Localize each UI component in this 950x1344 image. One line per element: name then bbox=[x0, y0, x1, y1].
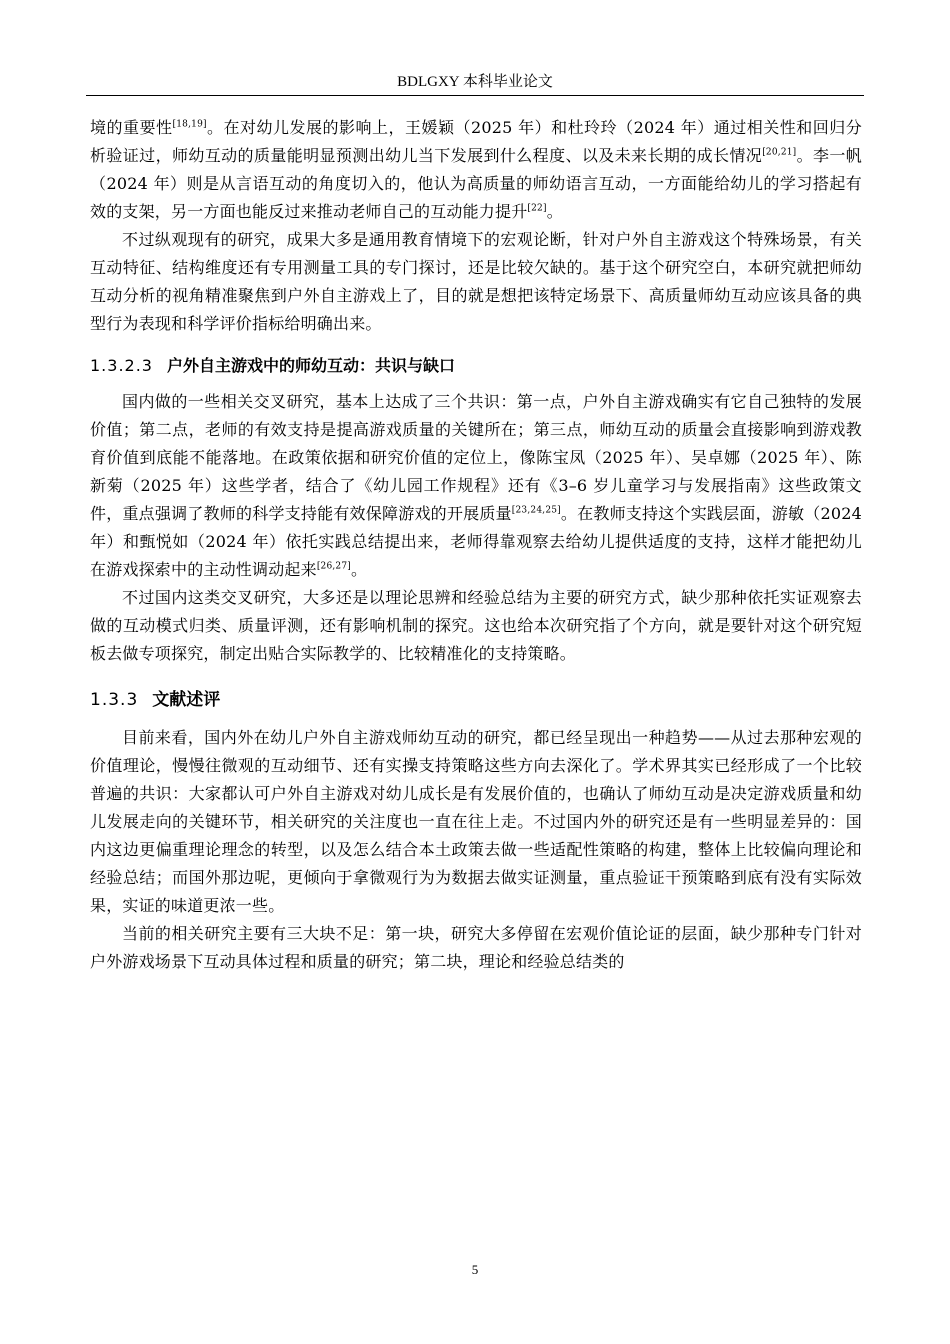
text-run: 。 bbox=[546, 202, 563, 221]
paragraph bbox=[90, 388, 862, 584]
running-header: BDLGXY 本科毕业论文 bbox=[86, 70, 864, 96]
paragraph: 当前的相关研究主要有三大块不足：第一块，研究大多停留在宏观价值论证的层面，缺少那种专门针对户外游戏场景下互动具体过程和质量的研究；第二块，理论和经验总结类的 bbox=[90, 924, 862, 971]
text-run: 国内做的一些相关交叉研究，基本上达成了三个共识：第一点，户外自主游戏确实有它自己独特的发展价值；第二点，老师的有效支持是提高游戏质量的关键所在；第三点，师幼互动的质量会直接影响到游戏教育价值到底能不能落地。在政策依据和研究价值的定位上，像陈宝凤（2025 年）、吴卓娜（2025 年）、陈新菊（2025 年）这些学者，结合了《幼儿园工作规程》还有《3–6 岁儿童学习与发展指南》这些政策文件，重点强调了教师的科学支持能有效保障游戏的开展质量 bbox=[90, 392, 862, 523]
citation: [26,27] bbox=[316, 561, 352, 572]
citation: [22] bbox=[527, 203, 547, 214]
text-run: 。在教师支持这个实践层面，游敏（2024 年）和甄悦如（2024 年）依托实践总结提出来，老师得靠观察去给幼儿提供适度的支持，这样才能把幼儿在游戏探索中的主动性调动起来 bbox=[90, 504, 862, 579]
section-heading-1-3-2-3 bbox=[90, 355, 862, 377]
text-run: 。李一帆（2024 年）则是从言语互动的角度切入的，他认为高质量的师幼语言互动，一方面能给幼儿的学习搭起有效的支架，另一方面也能反过来推动老师自己的互动能力提升 bbox=[90, 146, 862, 221]
text-run: 。在对幼儿发展的影响上，王媛颖（2025 年）和杜玲玲（2024 年）通过相关性和回归分析验证过，师幼互动的质量能明显预测出幼儿当下发展到什么程度、以及未来长期的成长情况 bbox=[90, 118, 862, 165]
text-run: 。 bbox=[351, 560, 368, 579]
section-number: 1.3.2.3 bbox=[90, 356, 153, 375]
section-title: 户外自主游戏中的师幼互动：共识与缺口 bbox=[166, 356, 455, 375]
section-title: 文献述评 bbox=[152, 690, 221, 710]
page-number: 5 bbox=[471, 1262, 479, 1277]
text-run: 境的重要性 bbox=[90, 118, 173, 137]
section-number: 1.3.3 bbox=[90, 690, 139, 710]
section-heading-1-3-3 bbox=[90, 688, 862, 712]
citation: [18,19] bbox=[172, 119, 207, 130]
paragraph: 目前来看，国内外在幼儿户外自主游戏师幼互动的研究，都已经呈现出一种趋势——从过去那种宏观的价值理论，慢慢往微观的互动细节、还有实操支持策略这些方向去深化了。学术界其实已经形成了一个比较普遍的共识：大家都认可户外自主游戏对幼儿成长是有发展价值的，也确认了师幼互动是决定游戏质量和幼儿发展走向的关键环节，相关研究的关注度也一直在往上走。不过国内外的研究还是有一些明显差异的：国内这边更偏重理论理念的转型，以及怎么结合本土政策去做一些适配性策略的构建，整体上比较偏向理论和经验总结；而国外那边呢，更倾向于拿微观行为为数据去做实证测量，重点验证干预策略到底有没有实际效果，实证的味道更浓一些。 bbox=[90, 728, 862, 915]
paragraph: 不过国内这类交叉研究，大多还是以理论思辨和经验总结为主要的研究方式，缺少那种依托实证观察去做的互动模式归类、质量评测，还有影响机制的探究。这也给本次研究指了个方向，就是要针对这个研究短板去做专项探究，制定出贴合实际教学的、比较精准化的支持策略。 bbox=[90, 588, 862, 663]
page-content bbox=[90, 114, 862, 976]
paragraph-continued bbox=[90, 114, 862, 226]
paragraph: 不过纵观现有的研究，成果大多是通用教育情境下的宏观论断，针对户外自主游戏这个特殊场景，有关互动特征、结构维度还有专用测量工具的专门探讨，还是比较欠缺的。基于这个研究空白，本研究就把师幼互动分析的视角精准聚焦到户外自主游戏上了，目的就是想把该特定场景下、高质量师幼互动应该具备的典型行为表现和科学评价指标给明确出来。 bbox=[90, 230, 862, 333]
citation: [23,24,25] bbox=[511, 505, 561, 516]
citation: [20,21] bbox=[762, 147, 797, 158]
